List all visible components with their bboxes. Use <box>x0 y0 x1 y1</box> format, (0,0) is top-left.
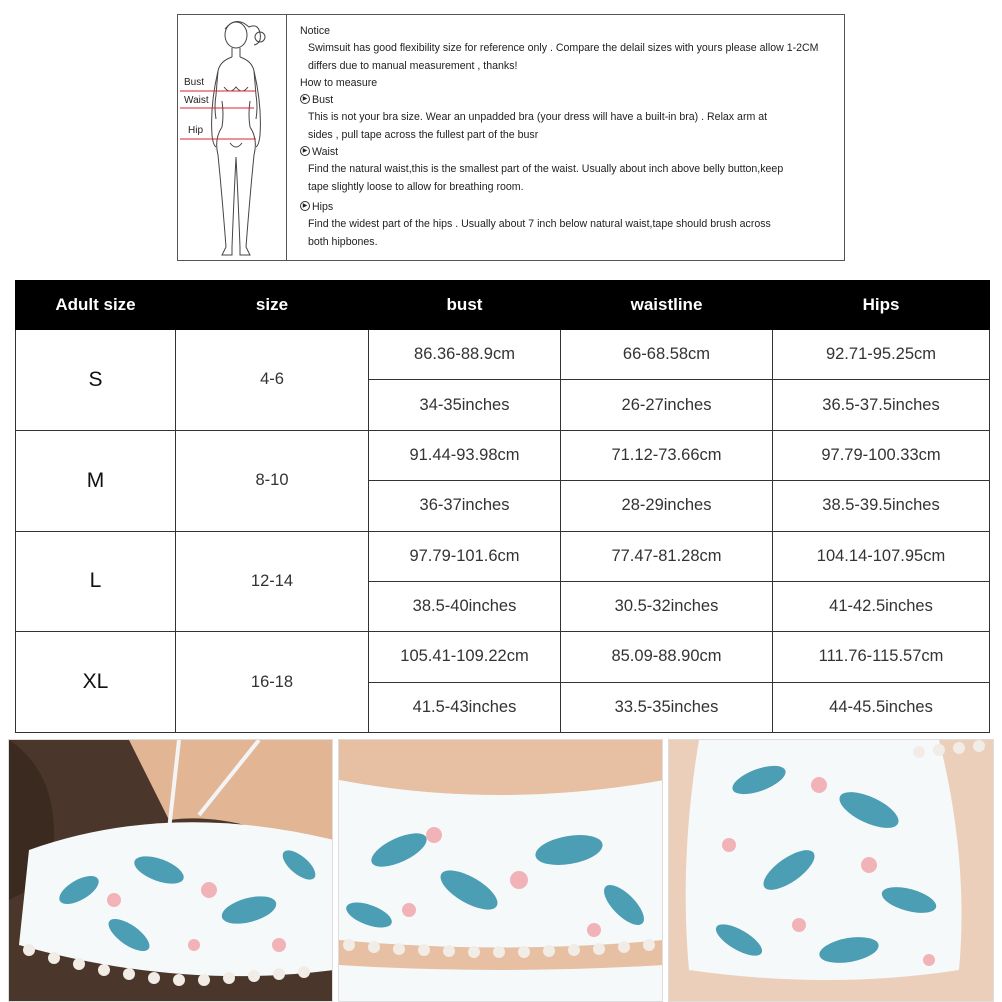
product-photo-ruffle-top-front <box>338 739 663 1002</box>
table-header-row <box>16 281 990 330</box>
header-size: size <box>176 281 369 330</box>
hips-cm-cell: 111.76-115.57cm <box>773 632 990 682</box>
body-figure-illustration <box>178 15 286 260</box>
waist-inches-cell: 30.5-32inches <box>561 581 773 631</box>
header-bust: bust <box>369 281 561 330</box>
table-row <box>16 632 990 682</box>
waist-heading: Waist <box>312 146 339 159</box>
bust-inches-cell: 38.5-40inches <box>369 581 561 631</box>
waist-instruction-2: tape slightly loose to allow for breathing room. <box>308 180 524 193</box>
numeric-size-cell: 16-18 <box>176 632 369 733</box>
bust-cm-cell: 86.36-88.9cm <box>369 330 561 380</box>
header-hips: Hips <box>773 281 990 330</box>
hips-instruction-1: Find the widest part of the hips . Usually about 7 inch below natural waist,tape should brush across <box>308 218 771 231</box>
hips-inches-cell: 36.5-37.5inches <box>773 380 990 430</box>
adult-size-cell: M <box>16 430 176 531</box>
bust-instruction-2: sides , pull tape across the fullest part of the busr <box>308 128 539 141</box>
waist-instruction-1: Find the natural waist,this is the smallest part of the waist. Usually about inch above belly button,keep <box>308 163 784 176</box>
waist-cm-cell: 77.47-81.28cm <box>561 531 773 581</box>
header-waistline: waistline <box>561 281 773 330</box>
bust-heading: Bust <box>312 94 334 107</box>
waist-label: Waist <box>184 95 209 106</box>
hips-cm-cell: 92.71-95.25cm <box>773 330 990 380</box>
numeric-size-cell: 12-14 <box>176 531 369 632</box>
waist-inches-cell: 33.5-35inches <box>561 682 773 732</box>
numeric-size-cell: 8-10 <box>176 430 369 531</box>
numeric-size-cell: 4-6 <box>176 330 369 431</box>
arrow-bullet-icon: ▶ <box>300 201 310 211</box>
hips-instruction-2: both hipbones. <box>308 235 378 248</box>
table-row <box>16 330 990 380</box>
header-adult-size: Adult size <box>16 281 176 330</box>
waist-cm-cell: 71.12-73.66cm <box>561 430 773 480</box>
notice-title: Notice <box>300 25 331 37</box>
adult-size-cell: L <box>16 531 176 632</box>
bust-cm-cell: 105.41-109.22cm <box>369 632 561 682</box>
product-photo-high-waist-bottom <box>668 739 994 1002</box>
measurement-notice-box <box>177 14 845 261</box>
hip-label: Hip <box>188 125 204 136</box>
bust-inches-cell: 36-37inches <box>369 481 561 531</box>
arrow-bullet-icon: ▶ <box>300 94 310 104</box>
hips-inches-cell: 44-45.5inches <box>773 682 990 732</box>
notice-text <box>300 23 845 251</box>
adult-size-cell: S <box>16 330 176 431</box>
notice-line-1: Swimsuit has good flexibility size for reference only . Compare the delail sizes with yours please allow 1-2CM <box>308 42 819 55</box>
product-photo-ruffle-top-side <box>8 739 333 1002</box>
notice-line-2: differs due to manual measurement , thanks! <box>308 59 518 72</box>
hips-heading: Hips <box>312 200 334 213</box>
hips-inches-cell: 41-42.5inches <box>773 581 990 631</box>
waist-cm-cell: 66-68.58cm <box>561 330 773 380</box>
bust-cm-cell: 97.79-101.6cm <box>369 531 561 581</box>
bust-inches-cell: 34-35inches <box>369 380 561 430</box>
hips-cm-cell: 97.79-100.33cm <box>773 430 990 480</box>
arrow-bullet-icon: ▶ <box>300 146 310 156</box>
size-chart-table <box>15 280 989 733</box>
waist-inches-cell: 26-27inches <box>561 380 773 430</box>
how-to-measure-heading: How to measure <box>300 76 378 89</box>
bust-cm-cell: 91.44-93.98cm <box>369 430 561 480</box>
bust-inches-cell: 41.5-43inches <box>369 682 561 732</box>
body-figure-cell <box>178 15 287 260</box>
adult-size-cell: XL <box>16 632 176 733</box>
table-row <box>16 430 990 480</box>
table-row <box>16 531 990 581</box>
bust-instruction-1: This is not your bra size. Wear an unpadded bra (your dress will have a built-in bra) . Relax arm at <box>308 111 768 124</box>
waist-inches-cell: 28-29inches <box>561 481 773 531</box>
waist-cm-cell: 85.09-88.90cm <box>561 632 773 682</box>
hips-cm-cell: 104.14-107.95cm <box>773 531 990 581</box>
hips-inches-cell: 38.5-39.5inches <box>773 481 990 531</box>
bust-label: Bust <box>184 77 205 88</box>
